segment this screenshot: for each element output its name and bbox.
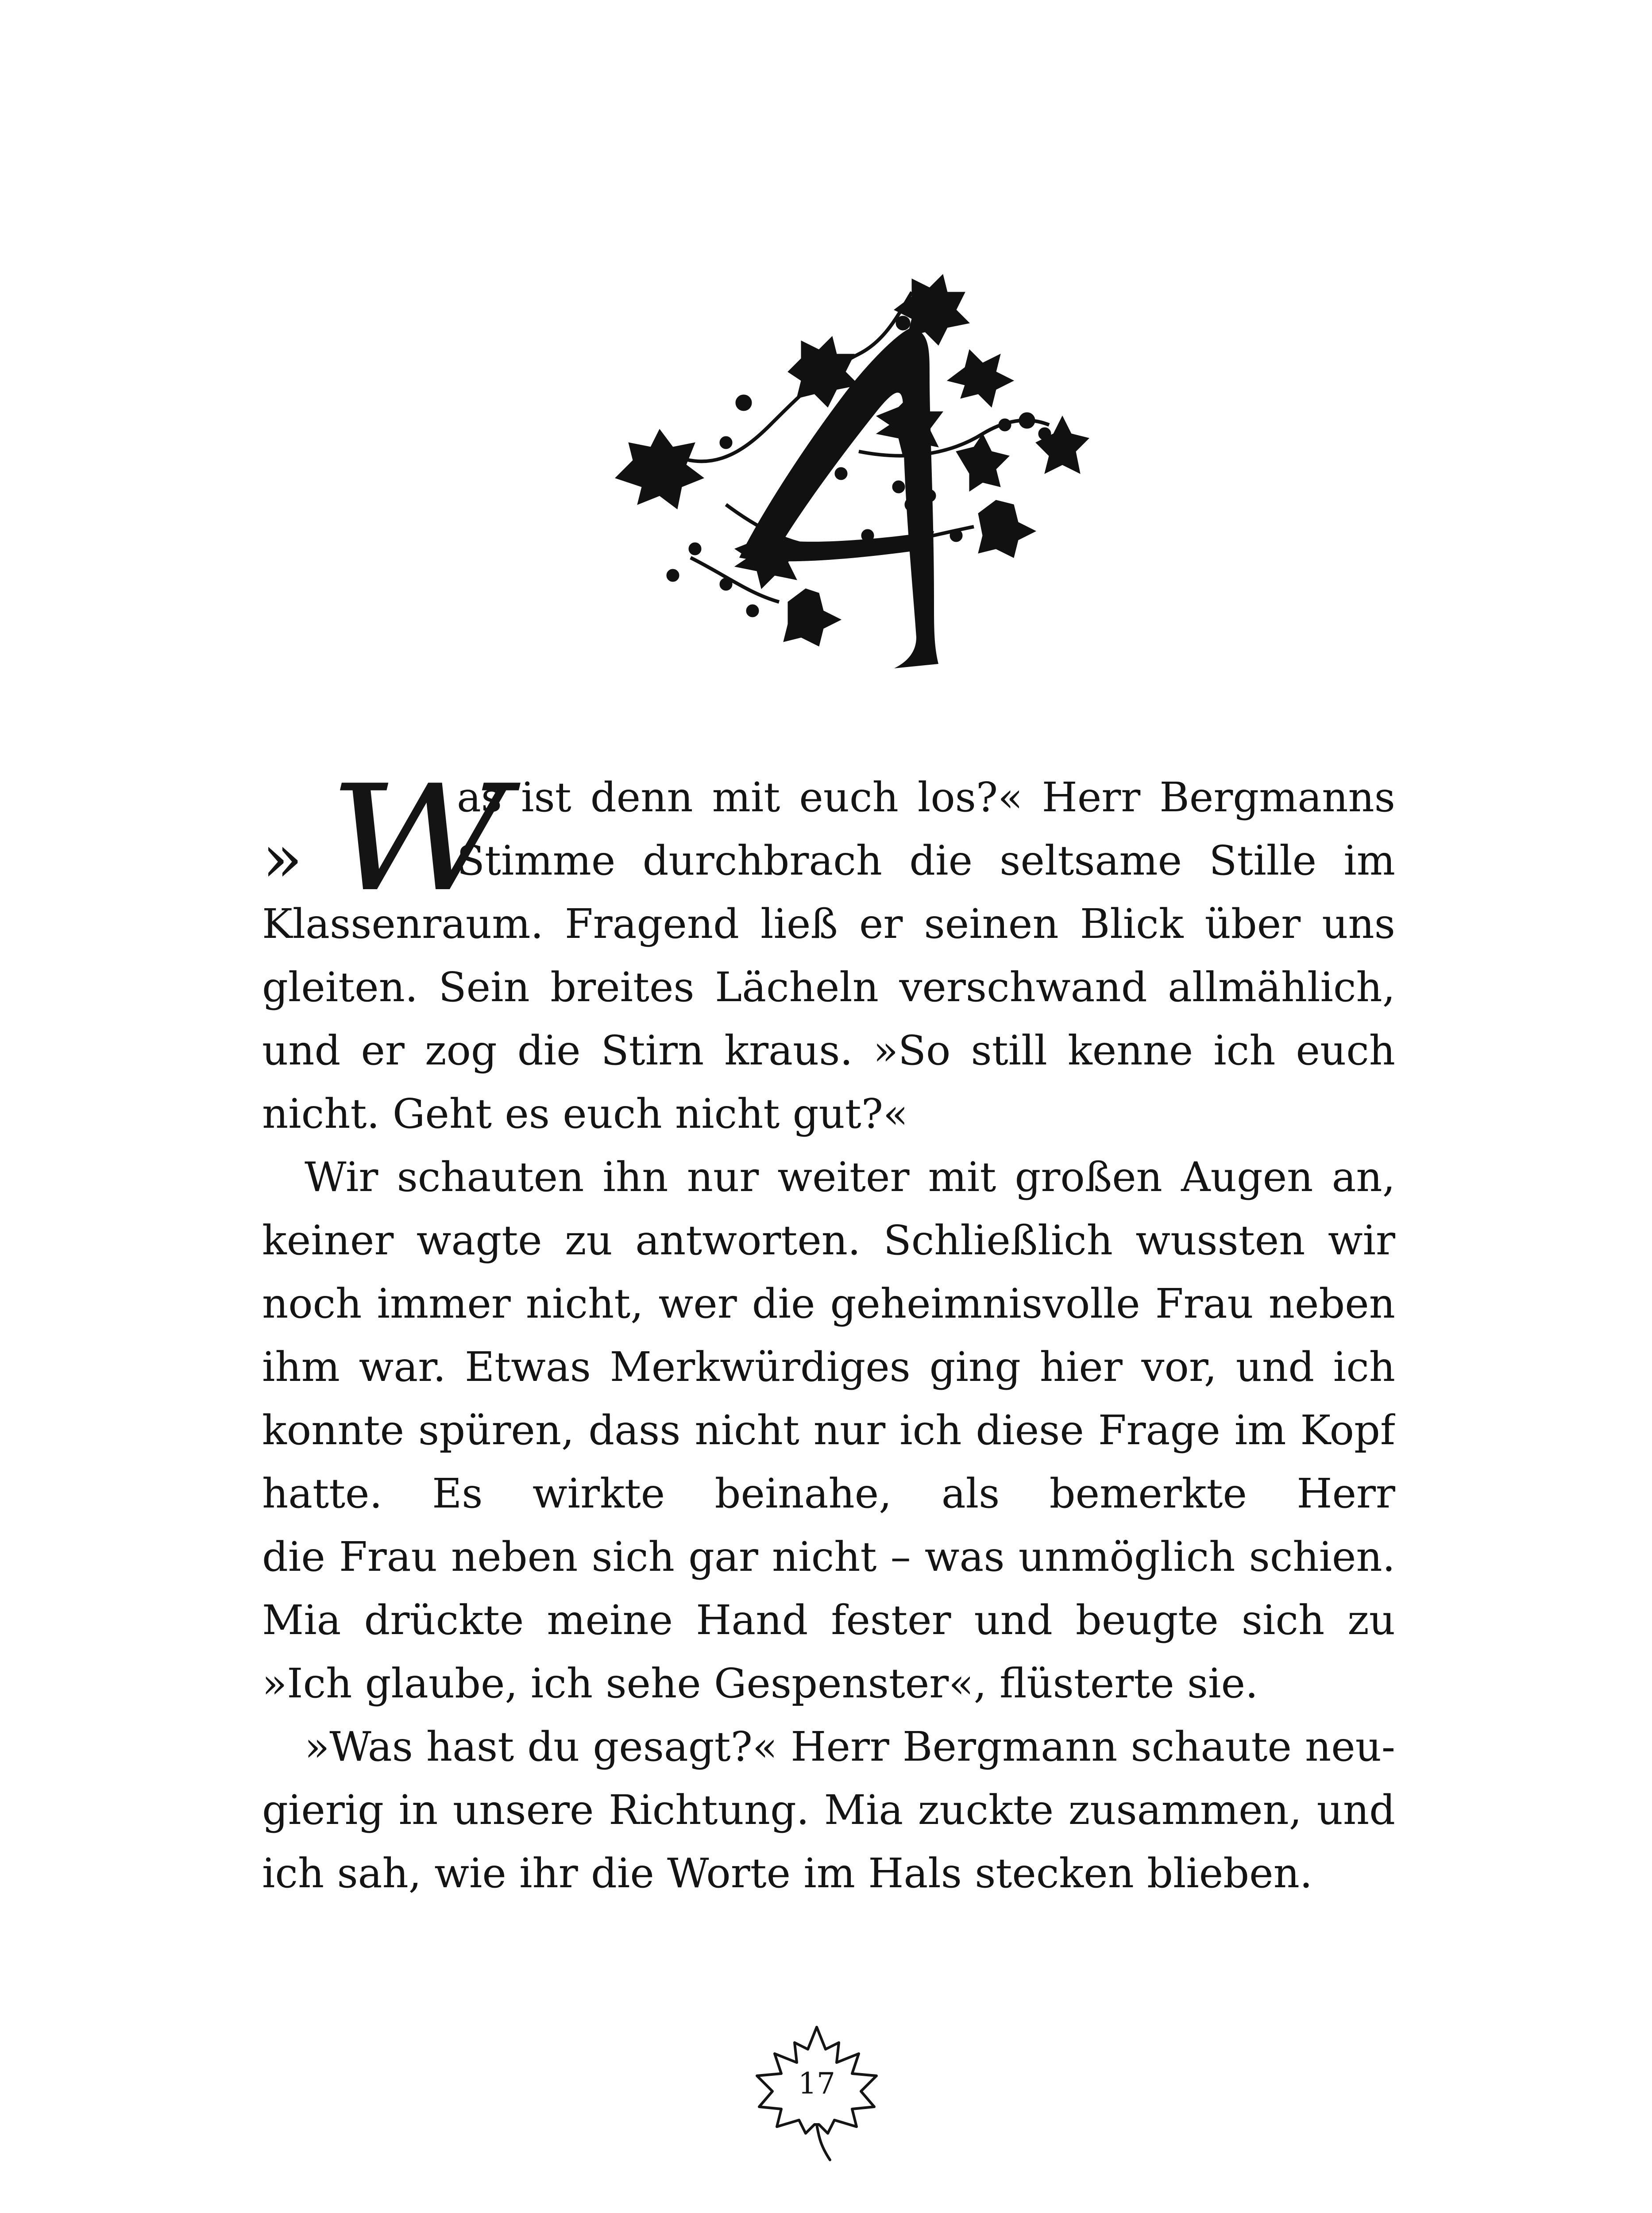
text-line: Wir schauten ihn nur weiter mit großen Augen an,	[305, 1153, 1395, 1201]
text-line: »Ich glaube, ich sehe Gespenster«, flüsterte sie.	[262, 1660, 1258, 1707]
page-number: 17	[798, 2066, 835, 2101]
text-line: gleiten. Sein breites Lächeln verschwand allmählich,	[262, 964, 1395, 1011]
text-line: und er zog die Stirn kraus. »So still kenne ich euch	[262, 1027, 1395, 1074]
text-line: nicht. Geht es euch nicht gut?«	[262, 1090, 908, 1137]
text-line: die Frau neben sich gar nicht – was unmöglich schien.	[262, 1533, 1395, 1581]
text-line: »Was hast du gesagt?« Herr Bergmann schaute neu-	[305, 1723, 1395, 1770]
text-line: as ist denn mit euch los?« Herr Bergmanns	[457, 774, 1395, 821]
text-line: noch immer nicht, wer die geheimnisvolle Frau neben	[262, 1280, 1395, 1327]
chapter-text	[262, 754, 1395, 1905]
text-line: Mia drückte meine Hand fester und beugte sich zu	[262, 1596, 1395, 1644]
text-line: Klassenraum. Fragend ließ er seinen Blick über uns	[262, 900, 1395, 948]
text-line: konnte spüren, dass nicht nur ich diese Frage im Kopf	[262, 1407, 1395, 1454]
drop-quote-mark: »	[262, 820, 303, 897]
text-line: ich sah, wie ihr die Worte im Hals stecken blieben.	[262, 1850, 1313, 1897]
drop-initial-letter: W	[328, 754, 509, 924]
holly-branch-icon	[593, 266, 1098, 699]
text-line: hatte. Es wirkte beinahe, als bemerkte Herr	[262, 1470, 1395, 1517]
page-number-block	[744, 2018, 890, 2164]
text-line: keiner wagte zu antworten. Schließlich wussten wir	[262, 1217, 1395, 1264]
text-line: ihm war. Etwas Merkwürdiges ging hier vor, und ich	[262, 1343, 1395, 1391]
text-line: Stimme durchbrach die seltsame Stille im	[457, 837, 1395, 884]
text-line: gierig in unsere Richtung. Mia zuckte zusammen, und	[262, 1786, 1395, 1834]
chapter-number-ornament	[593, 266, 1098, 699]
